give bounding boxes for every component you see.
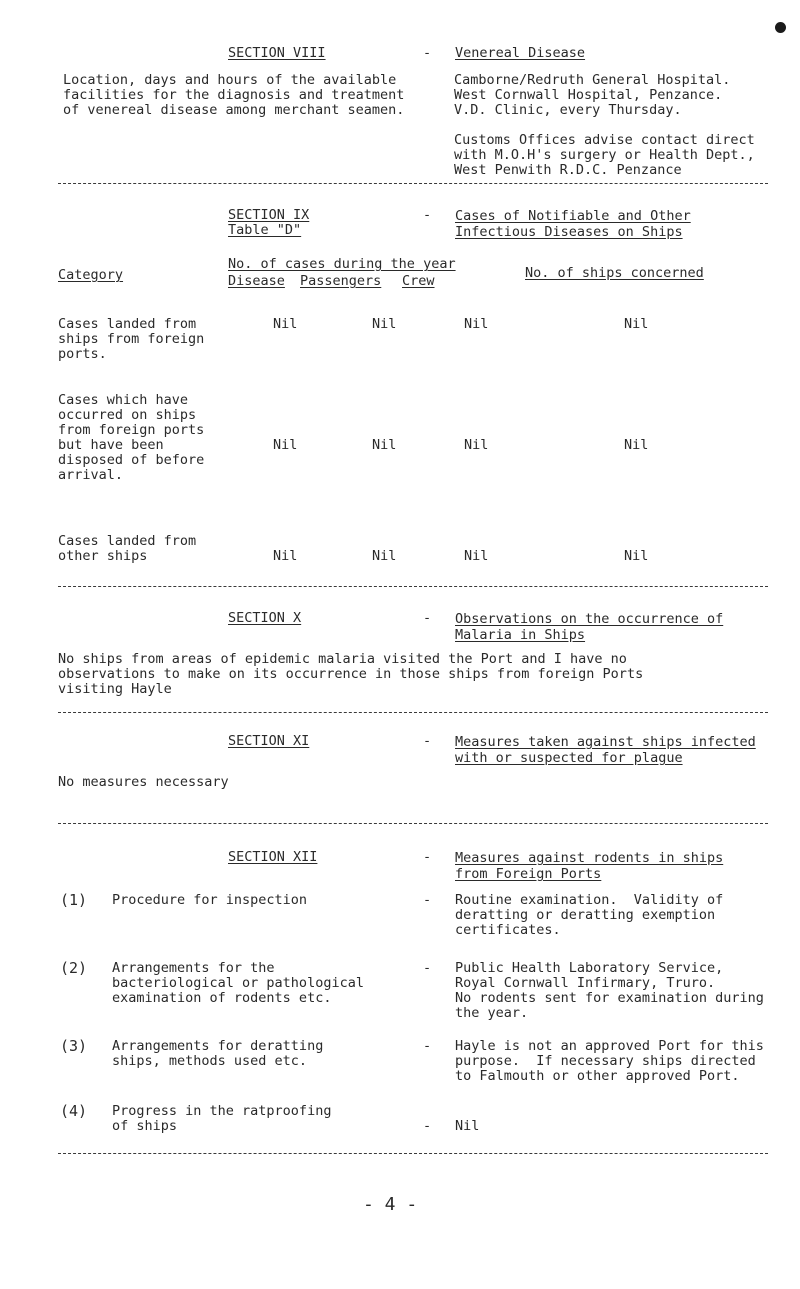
divider	[58, 183, 768, 184]
section-8-question: Location, days and hours of the available facilities for the diagnosis and treatment of venereal disease among merchant seamen.	[63, 72, 405, 118]
table-header-cases-group: No. of cases during the year	[228, 256, 456, 272]
item-value: Routine examination. Validity of deratting or deratting exemption certificates.	[455, 892, 724, 938]
section-8-answer: Camborne/Redruth General Hospital. West Cornwall Hospital, Penzance. V.D. Clinic, every Thursday. Customs Offices advise contact direct with M.O.H's surgery or Health Dept., West Penwith R.D.C. Penzance	[454, 72, 755, 178]
table-cell-ships: Nil	[624, 437, 649, 453]
item-label: Arrangements for the bacteriological or pathological examination of rodents etc.	[112, 960, 364, 1006]
table-row-category: Cases which have occurred on ships from foreign ports but have been disposed of before arrival.	[58, 392, 205, 483]
table-cell-crew: Nil	[464, 316, 489, 332]
section-8-title: Venereal Disease	[455, 45, 586, 61]
ink-mark-icon	[775, 22, 786, 33]
section-9-heading: SECTION IX	[228, 207, 310, 223]
item-number: (1)	[60, 891, 88, 909]
section-12-title: Measures against rodents in ships from Foreign Ports	[455, 850, 724, 882]
divider	[58, 712, 768, 713]
item-value: Public Health Laboratory Service, Royal Cornwall Infirmary, Truro. No rodents sent for examination during the year.	[455, 960, 764, 1021]
table-cell-passengers: Nil	[372, 437, 397, 453]
section-10-dash: -	[423, 610, 432, 626]
section-10-heading: SECTION X	[228, 610, 302, 626]
item-value: Hayle is not an approved Port for this purpose. If necessary ships directed to Falmouth or other approved Port.	[455, 1038, 764, 1084]
table-header-crew: Crew	[402, 273, 435, 289]
section-11-heading: SECTION XI	[228, 733, 310, 749]
table-cell-passengers: Nil	[372, 548, 397, 564]
item-number: (2)	[60, 959, 88, 977]
item-label: Arrangements for deratting ships, methods used etc.	[112, 1038, 324, 1069]
section-11-dash: -	[423, 733, 432, 749]
item-number: (4)	[60, 1102, 88, 1120]
divider	[58, 823, 768, 824]
section-9-table-label: Table "D"	[228, 222, 302, 238]
section-12-heading: SECTION XII	[228, 849, 318, 865]
table-cell-disease: Nil	[273, 316, 298, 332]
page-number: - 4 -	[363, 1194, 418, 1215]
item-label: Progress in the ratproofing of ships	[112, 1103, 332, 1134]
section-9-title: Cases of Notifiable and Other Infectious Diseases on Ships	[455, 208, 691, 240]
table-header-category: Category	[58, 267, 124, 283]
section-11-body: No measures necessary	[58, 774, 229, 790]
table-cell-disease: Nil	[273, 437, 298, 453]
table-cell-crew: Nil	[464, 548, 489, 564]
item-dash: -	[423, 960, 432, 976]
section-9-dash: -	[423, 207, 432, 223]
section-12-dash: -	[423, 849, 432, 865]
table-cell-crew: Nil	[464, 437, 489, 453]
table-header-disease: Disease	[228, 273, 285, 289]
table-cell-ships: Nil	[624, 548, 649, 564]
item-value: Nil	[455, 1118, 480, 1134]
section-8-heading: SECTION VIII	[228, 45, 326, 61]
table-row-category: Cases landed from ships from foreign ports.	[58, 316, 205, 362]
item-dash: -	[423, 1038, 432, 1054]
section-10-title: Observations on the occurrence of Malaria in Ships	[455, 611, 724, 643]
section-10-body: No ships from areas of epidemic malaria visited the Port and I have no observations to make on its occurrence in those ships from foreign Ports visiting Hayle	[58, 651, 644, 697]
table-cell-disease: Nil	[273, 548, 298, 564]
item-dash: -	[423, 892, 432, 908]
table-header-passengers: Passengers	[300, 273, 382, 289]
item-label: Procedure for inspection	[112, 892, 308, 908]
table-header-ships: No. of ships concerned	[525, 265, 704, 281]
section-8-dash: -	[423, 45, 432, 61]
table-cell-ships: Nil	[624, 316, 649, 332]
table-cell-passengers: Nil	[372, 316, 397, 332]
section-11-title: Measures taken against ships infected with or suspected for plague	[455, 734, 756, 766]
divider	[58, 1153, 768, 1154]
item-dash: -	[423, 1118, 432, 1134]
divider	[58, 586, 768, 587]
table-row-category: Cases landed from other ships	[58, 533, 197, 564]
item-number: (3)	[60, 1037, 88, 1055]
